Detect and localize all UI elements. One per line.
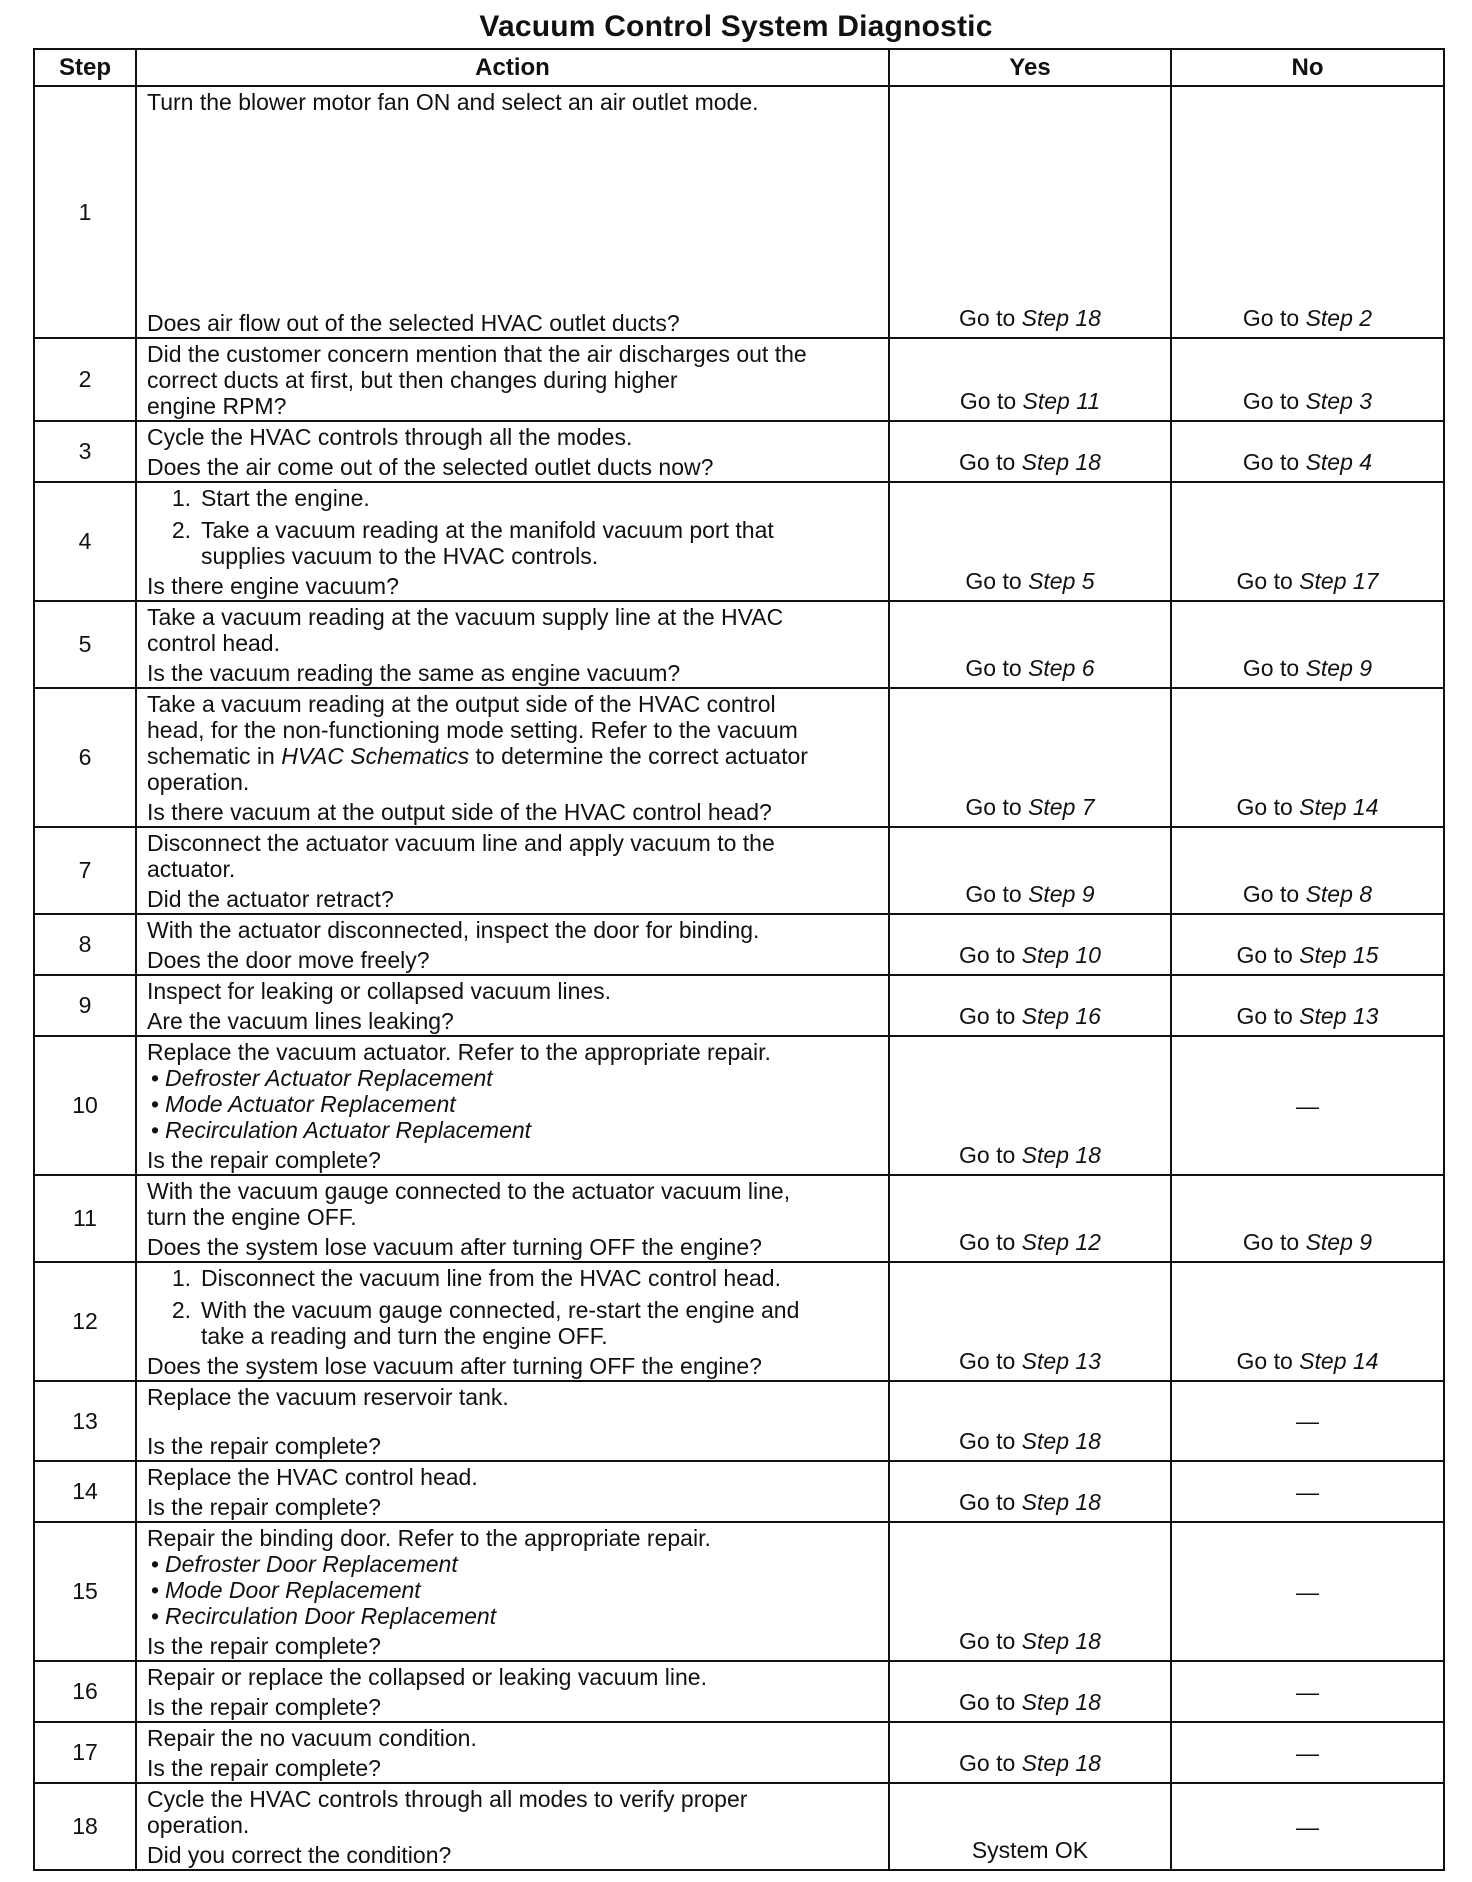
- action-question: Did you correct the condition?: [147, 1842, 452, 1868]
- no-text: —: [1296, 1739, 1319, 1766]
- goto-step-ref: Step 18: [1021, 1489, 1101, 1515]
- yes-result: [889, 86, 1171, 338]
- goto-prefix: Go to: [1236, 942, 1293, 968]
- action-question: Are the vacuum lines leaking?: [147, 1008, 454, 1034]
- action-question: Does the air come out of the selected outlet ducts now?: [147, 454, 714, 480]
- table-row: [34, 1783, 1444, 1870]
- action-instruction-line: Did the customer concern mention that the air discharges out the: [147, 341, 807, 367]
- step-number: 1: [34, 86, 136, 338]
- goto-prefix: Go to: [959, 1142, 1016, 1168]
- yes-result: [889, 482, 1171, 601]
- repair-option: [147, 1065, 878, 1091]
- goto-prefix: Go to: [959, 388, 1017, 414]
- action-content: [147, 424, 878, 480]
- repair-option-text: Mode Door Replacement: [165, 1577, 421, 1603]
- action-question: Does the system lose vacuum after turning OFF the engine?: [147, 1353, 762, 1379]
- table-row: [34, 975, 1444, 1036]
- goto-prefix: Go to: [1236, 568, 1293, 594]
- goto-prefix: Go to: [1242, 388, 1300, 414]
- action-instruction: Replace the HVAC control head.: [147, 1464, 478, 1490]
- action-content: [147, 978, 878, 1034]
- action-instruction: Turn the blower motor fan ON and select an air outlet mode.: [147, 89, 759, 115]
- repair-options: [147, 1551, 878, 1629]
- table-row: [34, 421, 1444, 482]
- goto-step-ref: Step 9: [1028, 881, 1095, 907]
- action-content: [147, 830, 878, 912]
- repair-option: [147, 1577, 878, 1603]
- repair-option-text: Recirculation Door Replacement: [165, 1603, 497, 1629]
- goto-prefix: Go to: [959, 1348, 1016, 1374]
- yes-result: [889, 338, 1171, 421]
- action-content: [147, 691, 878, 825]
- step-item-text: [201, 1297, 878, 1349]
- action-cell: [136, 688, 889, 827]
- repair-options: [147, 1065, 878, 1143]
- step-number: 6: [34, 688, 136, 827]
- step-number: 2: [34, 338, 136, 421]
- goto-step-ref: Step 18: [1021, 1689, 1101, 1715]
- action-content: [147, 917, 878, 973]
- action-question: Did the actuator retract?: [147, 886, 394, 912]
- action-instruction: Inspect for leaking or collapsed vacuum lines.: [147, 978, 612, 1004]
- no-result: [1171, 1461, 1444, 1522]
- goto-step-ref: Step 7: [1028, 794, 1095, 820]
- step-item-line: Take a vacuum reading at the manifold vacuum port that: [201, 517, 774, 543]
- goto-step-ref: Step 18: [1021, 305, 1101, 331]
- goto-step-ref: Step 8: [1305, 881, 1373, 907]
- action-content: [147, 1039, 878, 1173]
- action-question: Is the repair complete?: [147, 1633, 381, 1659]
- table-row: [34, 1522, 1444, 1661]
- action-question: Does air flow out of the selected HVAC outlet ducts?: [147, 310, 680, 336]
- no-result: [1171, 1262, 1444, 1381]
- action-question: Is there vacuum at the output side of the HVAC control head?: [147, 799, 772, 825]
- step-number: 14: [34, 1461, 136, 1522]
- step-item-text: [201, 1265, 878, 1291]
- yes-result: [889, 421, 1171, 482]
- bullet-icon: •: [151, 1117, 160, 1143]
- diagnostic-table: [33, 48, 1445, 1871]
- step-item-number: 1.: [171, 485, 191, 511]
- step-number: 8: [34, 914, 136, 975]
- table-row: [34, 1175, 1444, 1262]
- yes-result: [889, 1262, 1171, 1381]
- bullet-icon: •: [151, 1551, 160, 1577]
- numbered-step: [147, 517, 878, 569]
- no-result: [1171, 1522, 1444, 1661]
- goto-step-ref: Step 18: [1021, 1428, 1101, 1454]
- repair-option: [147, 1091, 878, 1117]
- action-content: [147, 89, 878, 336]
- goto-step-ref: Step 4: [1305, 449, 1373, 475]
- goto-prefix: Go to: [1236, 1003, 1293, 1029]
- no-result: [1171, 601, 1444, 688]
- action-content: [147, 1664, 878, 1720]
- action-question: Does the system lose vacuum after turning OFF the engine?: [147, 1234, 762, 1260]
- action-instruction-line: [147, 743, 878, 769]
- bullet-icon: •: [151, 1603, 160, 1629]
- goto-step-ref: Step 18: [1021, 1750, 1101, 1776]
- goto-prefix: Go to: [965, 794, 1022, 820]
- goto-step-ref: Step 13: [1299, 1003, 1379, 1029]
- goto-step-ref: Step 18: [1021, 1142, 1101, 1168]
- yes-result: [889, 1461, 1171, 1522]
- action-cell: [136, 827, 889, 914]
- no-result: [1171, 975, 1444, 1036]
- action-cell: [136, 975, 889, 1036]
- no-text: —: [1296, 1092, 1319, 1119]
- goto-step-ref: Step 18: [1021, 449, 1101, 475]
- no-result: [1171, 421, 1444, 482]
- action-cell: [136, 914, 889, 975]
- action-cell: [136, 1722, 889, 1783]
- goto-step-ref: Step 13: [1021, 1348, 1101, 1374]
- yes-result: [889, 914, 1171, 975]
- no-text: —: [1296, 1478, 1319, 1505]
- table-row: [34, 1381, 1444, 1461]
- table-row: [34, 1722, 1444, 1783]
- goto-prefix: Go to: [965, 568, 1022, 594]
- goto-prefix: Go to: [959, 1229, 1016, 1255]
- action-cell: [136, 1522, 889, 1661]
- goto-prefix: Go to: [1236, 1348, 1293, 1374]
- bullet-icon: •: [151, 1577, 160, 1603]
- header-yes: Yes: [889, 49, 1171, 86]
- goto-prefix: Go to: [1242, 449, 1300, 475]
- action-cell: [136, 1381, 889, 1461]
- table-row: [34, 338, 1444, 421]
- table-row: [34, 688, 1444, 827]
- yes-result: [889, 601, 1171, 688]
- goto-prefix: Go to: [965, 881, 1022, 907]
- action-content: [147, 1178, 878, 1260]
- numbered-steps: [147, 485, 878, 569]
- ref-after: to determine the correct actuator: [469, 743, 808, 769]
- no-result: [1171, 1661, 1444, 1722]
- goto-prefix: Go to: [959, 449, 1016, 475]
- action-cell: [136, 1461, 889, 1522]
- goto-prefix: Go to: [959, 1628, 1016, 1654]
- action-instruction: Cycle the HVAC controls through all the modes.: [147, 424, 633, 450]
- step-item-number: 1.: [171, 1265, 191, 1291]
- step-number: 18: [34, 1783, 136, 1870]
- no-result: [1171, 482, 1444, 601]
- goto-prefix: Go to: [959, 1689, 1016, 1715]
- goto-step-ref: Step 16: [1021, 1003, 1101, 1029]
- action-question: Is the repair complete?: [147, 1494, 381, 1520]
- action-cell: [136, 86, 889, 338]
- yes-result: [889, 1783, 1171, 1870]
- action-content: [147, 1265, 878, 1379]
- table-row: [34, 1262, 1444, 1381]
- goto-prefix: Go to: [1242, 305, 1300, 331]
- goto-prefix: Go to: [965, 655, 1022, 681]
- goto-step-ref: Step 12: [1021, 1229, 1101, 1255]
- step-item-number: 2.: [171, 1297, 191, 1323]
- step-item-text: [201, 517, 878, 569]
- action-instruction-line: engine RPM?: [147, 393, 287, 419]
- action-content: [147, 341, 878, 419]
- no-result: [1171, 914, 1444, 975]
- step-item-line: With the vacuum gauge connected, re-start the engine and: [201, 1297, 800, 1323]
- goto-step-ref: Step 9: [1305, 1229, 1373, 1255]
- goto-prefix: Go to: [959, 1489, 1016, 1515]
- action-instruction-line: Take a vacuum reading at the output side of the HVAC control: [147, 691, 776, 717]
- step-number: 7: [34, 827, 136, 914]
- action-instruction-line: Take a vacuum reading at the vacuum supply line at the HVAC: [147, 604, 784, 630]
- yes-result: [889, 1036, 1171, 1175]
- step-number: 4: [34, 482, 136, 601]
- yes-result: [889, 1381, 1171, 1461]
- yes-result: [889, 827, 1171, 914]
- goto-step-ref: Step 10: [1021, 942, 1101, 968]
- action-instruction-line: Cycle the HVAC controls through all modes to verify proper: [147, 1786, 748, 1812]
- action-cell: [136, 601, 889, 688]
- goto-step-ref: Step 5: [1028, 568, 1095, 594]
- action-instruction: With the actuator disconnected, inspect the door for binding.: [147, 917, 760, 943]
- table-row: [34, 86, 1444, 338]
- step-number: 13: [34, 1381, 136, 1461]
- table-row: [34, 914, 1444, 975]
- no-result: [1171, 1175, 1444, 1262]
- ref-before: schematic in: [147, 743, 282, 769]
- table-header-row: [34, 49, 1444, 86]
- numbered-steps: [147, 1265, 878, 1349]
- action-question: Is the repair complete?: [147, 1694, 381, 1720]
- repair-option-text: Defroster Actuator Replacement: [165, 1065, 493, 1091]
- numbered-step: [147, 1265, 878, 1291]
- goto-prefix: Go to: [959, 942, 1016, 968]
- action-question: Is the repair complete?: [147, 1433, 381, 1459]
- goto-step-ref: Step 17: [1299, 568, 1379, 594]
- action-instruction-line: With the vacuum gauge connected to the actuator vacuum line,: [147, 1178, 791, 1204]
- goto-prefix: Go to: [959, 1750, 1016, 1776]
- step-item-text: [201, 485, 878, 511]
- action-cell: [136, 1783, 889, 1870]
- goto-step-ref: Step 6: [1028, 655, 1095, 681]
- step-item-line: supplies vacuum to the HVAC controls.: [201, 543, 599, 569]
- yes-result: [889, 1661, 1171, 1722]
- goto-prefix: Go to: [1236, 794, 1293, 820]
- table-row: [34, 1661, 1444, 1722]
- no-result: [1171, 688, 1444, 827]
- page-title: Vacuum Control System Diagnostic: [479, 10, 993, 43]
- action-instruction-line: head, for the non-functioning mode setting. Refer to the vacuum: [147, 717, 798, 743]
- no-result: [1171, 1381, 1444, 1461]
- goto-step-ref: Step 3: [1305, 388, 1373, 414]
- action-cell: [136, 338, 889, 421]
- goto-prefix: Go to: [959, 305, 1016, 331]
- action-instruction-line: Disconnect the actuator vacuum line and apply vacuum to the: [147, 830, 775, 856]
- no-result: [1171, 1036, 1444, 1175]
- action-question: Is the repair complete?: [147, 1147, 381, 1173]
- action-instruction-line: operation.: [147, 1812, 250, 1838]
- action-cell: [136, 1036, 889, 1175]
- step-item-line: take a reading and turn the engine OFF.: [201, 1323, 608, 1349]
- goto-step-ref: Step 15: [1299, 942, 1379, 968]
- table-row: [34, 1461, 1444, 1522]
- action-cell: [136, 482, 889, 601]
- goto-prefix: Go to: [959, 1003, 1016, 1029]
- goto-step-ref: Step 9: [1305, 655, 1373, 681]
- action-cell: [136, 1661, 889, 1722]
- numbered-step: [147, 485, 878, 511]
- repair-option: [147, 1117, 878, 1143]
- action-content: [147, 604, 878, 686]
- yes-result: [889, 688, 1171, 827]
- action-instruction-line: actuator.: [147, 856, 236, 882]
- goto-prefix: Go to: [1242, 881, 1300, 907]
- step-number: 5: [34, 601, 136, 688]
- goto-step-ref: Step 11: [1022, 388, 1101, 414]
- yes-text: System OK: [971, 1837, 1089, 1863]
- action-question: Is the repair complete?: [147, 1755, 381, 1781]
- step-item-number: 2.: [171, 517, 191, 543]
- action-instruction: Replace the vacuum actuator. Refer to the appropriate repair.: [147, 1039, 771, 1065]
- goto-prefix: Go to: [1242, 655, 1300, 681]
- repair-option-text: Recirculation Actuator Replacement: [165, 1117, 532, 1143]
- action-instruction-line: correct ducts at first, but then changes during higher: [147, 367, 678, 393]
- action-cell: [136, 1175, 889, 1262]
- no-text: —: [1296, 1813, 1319, 1840]
- table-row: [34, 601, 1444, 688]
- numbered-step: [147, 1297, 878, 1349]
- step-number: 11: [34, 1175, 136, 1262]
- goto-step-ref: Step 2: [1305, 305, 1373, 331]
- header-no: No: [1171, 49, 1444, 86]
- goto-step-ref: Step 14: [1299, 794, 1379, 820]
- action-instruction: Replace the vacuum reservoir tank.: [147, 1384, 509, 1410]
- action-content: [147, 1384, 878, 1459]
- action-instruction: Repair or replace the collapsed or leaking vacuum line.: [147, 1664, 707, 1690]
- no-result: [1171, 338, 1444, 421]
- action-content: [147, 1464, 878, 1520]
- goto-step-ref: Step 18: [1021, 1628, 1101, 1654]
- step-number: 3: [34, 421, 136, 482]
- step-number: 9: [34, 975, 136, 1036]
- yes-result: [889, 1522, 1171, 1661]
- no-text: —: [1296, 1578, 1319, 1605]
- step-number: 15: [34, 1522, 136, 1661]
- table-row: [34, 482, 1444, 601]
- action-content: [147, 1725, 878, 1781]
- yes-result: [889, 975, 1171, 1036]
- action-instruction: Repair the binding door. Refer to the appropriate repair.: [147, 1525, 711, 1551]
- goto-prefix: Go to: [959, 1428, 1016, 1454]
- yes-result: [889, 1175, 1171, 1262]
- action-instruction-line: turn the engine OFF.: [147, 1204, 357, 1230]
- header-step: Step: [34, 49, 136, 86]
- schematic-reference: HVAC Schematics: [281, 743, 470, 769]
- action-content: [147, 1786, 878, 1868]
- no-result: [1171, 1783, 1444, 1870]
- goto-prefix: Go to: [1242, 1229, 1300, 1255]
- action-instruction-line: operation.: [147, 769, 250, 795]
- repair-option-text: Mode Actuator Replacement: [165, 1091, 456, 1117]
- repair-option: [147, 1603, 878, 1629]
- step-number: 10: [34, 1036, 136, 1175]
- no-text: —: [1296, 1678, 1319, 1705]
- action-cell: [136, 421, 889, 482]
- step-item-line: Start the engine.: [201, 485, 370, 511]
- bullet-icon: •: [151, 1091, 160, 1117]
- step-number: 12: [34, 1262, 136, 1381]
- action-content: [147, 485, 878, 599]
- goto-step-ref: Step 14: [1299, 1348, 1379, 1374]
- no-result: [1171, 86, 1444, 338]
- action-cell: [136, 1262, 889, 1381]
- header-action: Action: [136, 49, 889, 86]
- step-item-line: Disconnect the vacuum line from the HVAC control head.: [201, 1265, 781, 1291]
- no-result: [1171, 1722, 1444, 1783]
- no-result: [1171, 827, 1444, 914]
- action-content: [147, 1525, 878, 1659]
- yes-result: [889, 1722, 1171, 1783]
- repair-option: [147, 1551, 878, 1577]
- step-number: 17: [34, 1722, 136, 1783]
- table-row: [34, 1036, 1444, 1175]
- action-question: Is the vacuum reading the same as engine vacuum?: [147, 660, 681, 686]
- bullet-icon: •: [151, 1065, 160, 1091]
- no-text: —: [1296, 1408, 1319, 1434]
- action-question: Is there engine vacuum?: [147, 573, 399, 599]
- action-question: Does the door move freely?: [147, 947, 430, 973]
- action-instruction-line: control head.: [147, 630, 280, 656]
- step-number: 16: [34, 1661, 136, 1722]
- repair-option-text: Defroster Door Replacement: [165, 1551, 458, 1577]
- action-instruction: Repair the no vacuum condition.: [147, 1725, 477, 1751]
- table-row: [34, 827, 1444, 914]
